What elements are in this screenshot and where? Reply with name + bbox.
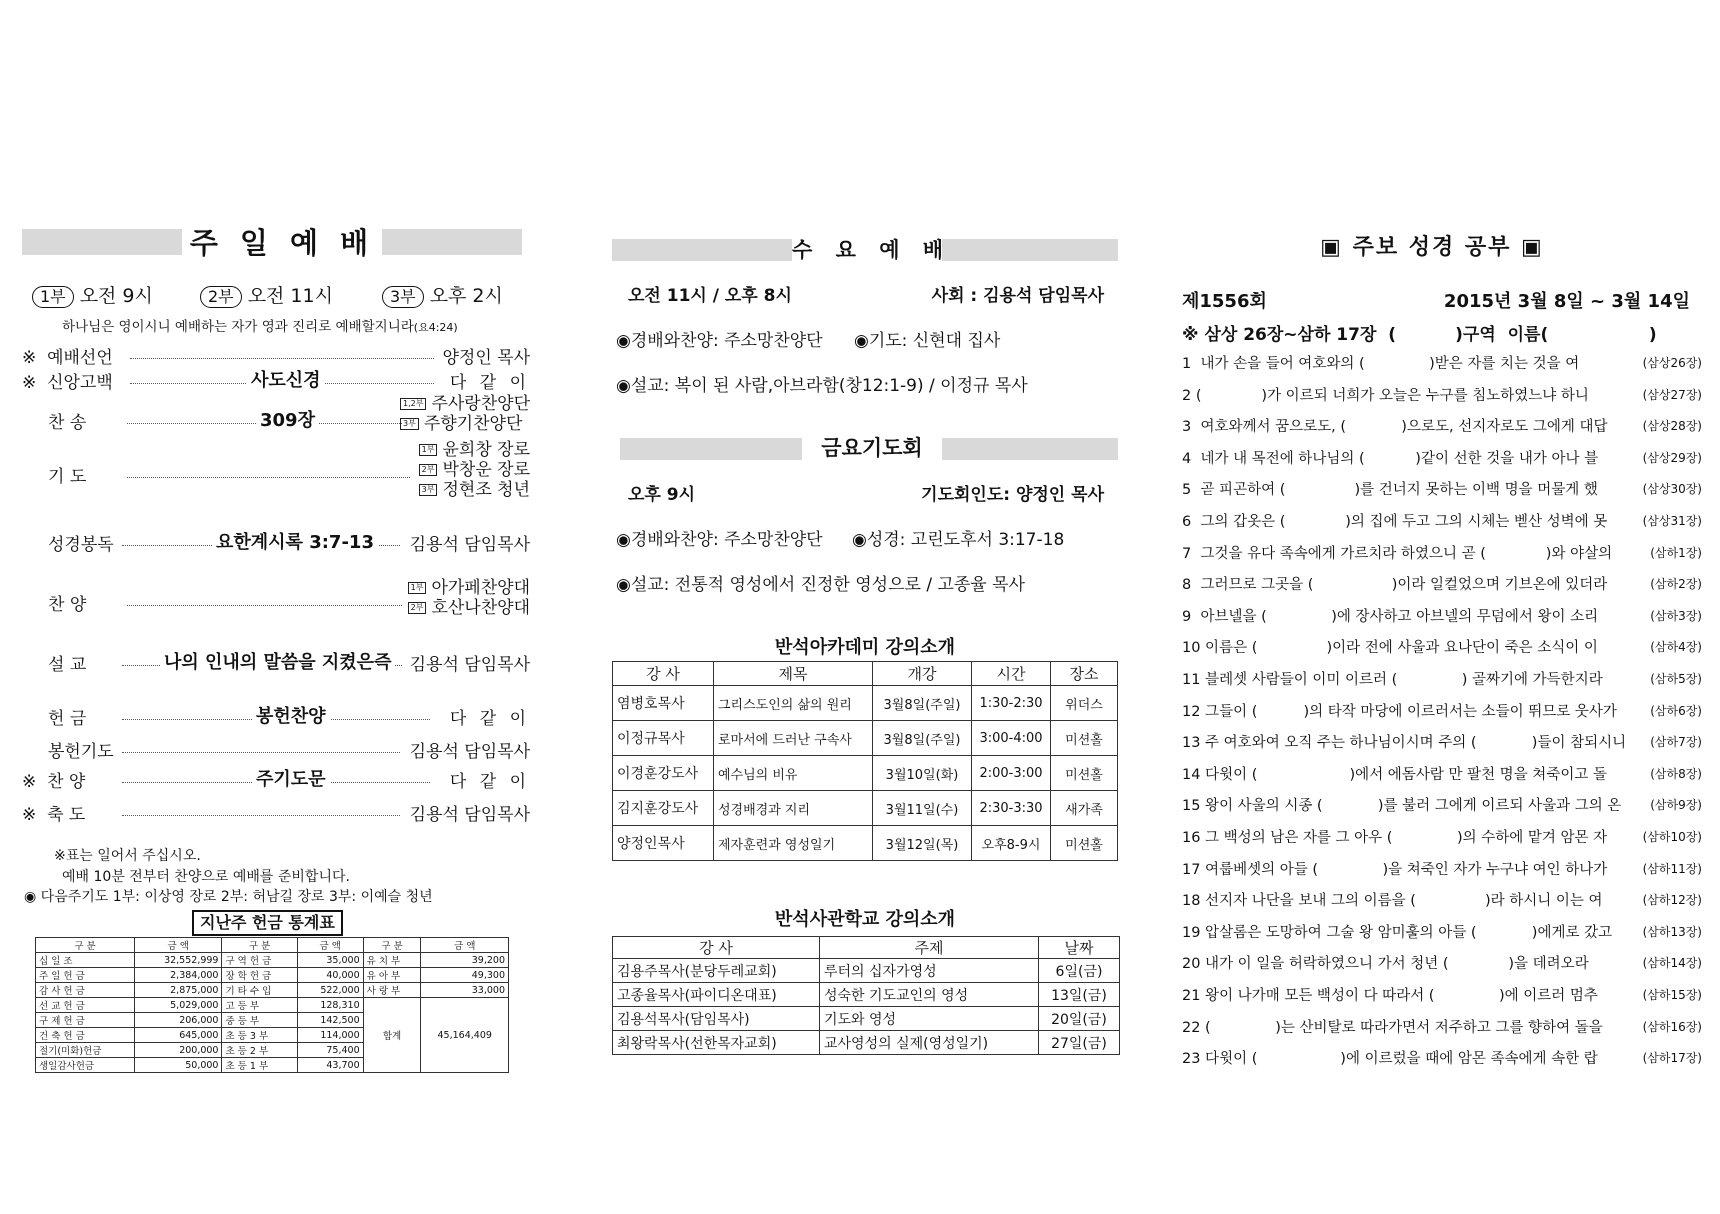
friday-sermon: ◉설교: 전통적 영성에서 진정한 영성으로 / 고종율 목사 [616, 575, 1025, 595]
question-text: 17 여룹베셋의 아들 ( )을 쳐죽인 자가 누구냐 여인 하나가 [1182, 861, 1608, 878]
friday-time: 오후 9시 [628, 485, 696, 505]
question-text: 21 왕이 나가매 모든 백성이 다 따라서 ( )에 이르러 멈추 [1182, 988, 1598, 1004]
order-row: 찬 양 [22, 590, 530, 618]
leader-dots [122, 752, 400, 753]
bible-range: ※ 삼상 26장~삼하 17장 ( )구역 이름( ) [1182, 325, 1657, 345]
question-item [1182, 636, 1702, 658]
question-ref: (삼하12장) [1642, 893, 1702, 908]
question-text: 10 이름은 ( )이라 전에 사울과 요나단이 죽은 소식이 이 [1182, 640, 1598, 657]
question-text: 18 선지자 나단을 보내 그의 이름을 ( )라 하시니 이는 여 [1182, 893, 1603, 910]
order-row: ※ 예배선언 양정인 목사 [22, 343, 530, 371]
note-standing: ※표는 일어서 주십시오. [54, 848, 201, 864]
question-ref: (삼하17장) [1642, 1051, 1702, 1066]
wednesday-title: 수 요 예 배 [792, 238, 952, 262]
wednesday-worship: ◉경배와찬양: 주소망찬양단 [616, 331, 823, 351]
offering-row: 주 일 헌 금 2,384,000 장 학 헌 금 40,000 유 아 부 49,300 [36, 968, 509, 983]
question-text: 13 주 여호와여 오직 주는 하나님이시며 주의 ( )들이 참되시니 [1182, 735, 1627, 752]
question-ref: (삼하4장) [1650, 640, 1702, 655]
question-text: 2 ( )가 이르되 너희가 오늘은 누구를 침노하였느냐 하니 [1182, 387, 1589, 404]
question-ref: (삼하11장) [1642, 861, 1702, 876]
question-text: 12 그들이 ( )의 타작 마당에 이르러서는 소들이 뛰므로 웃사가 [1182, 703, 1617, 720]
question-ref: (삼하3장) [1650, 608, 1702, 623]
note-prepare: 예배 10분 전부터 찬양으로 예배를 준비합니다. [62, 869, 350, 885]
question-text: 3 여호와께서 꿈으로도, ( )으로도, 선지자로도 그에게 대답 [1182, 419, 1608, 436]
question-item [1182, 700, 1702, 722]
question-text: 16 그 백성의 남은 자를 그 아우 ( )의 수하에 맡겨 암몬 자 [1182, 830, 1608, 846]
wednesday-sermon: ◉설교: 복이 된 사람,아브라함(창12:1-9) / 이정규 목사 [616, 376, 1028, 396]
question-ref: (삼하1장) [1650, 545, 1702, 560]
offering-row: 감 사 헌 금 2,875,000 기 타 수 입 522,000 사 랑 부 33,000 [36, 983, 509, 998]
order-label: ※ 찬 양 [22, 772, 86, 792]
question-ref: (삼하6장) [1650, 703, 1702, 718]
offering-total-label: 합계 [363, 998, 421, 1073]
leader-dots [130, 358, 434, 359]
question-item [1182, 952, 1702, 974]
question-ref: (삼상26장) [1642, 356, 1702, 370]
question-text: 20 내가 이 일을 허락하였으니 가서 청년 ( )을 데려오라 [1182, 956, 1589, 973]
bible-issue: 제1556회 [1182, 291, 1267, 312]
order-row: 성경봉독 요한계시록 3:7-13 김용석 담임목사 [22, 530, 530, 558]
question-text: 6 그의 갑옷은 ( )의 집에 두고 그의 시체는 벧산 성벽에 못 [1182, 514, 1608, 530]
service-time-3: 3부 오후 2시 [382, 281, 503, 308]
question-ref: (삼하8장) [1650, 766, 1702, 781]
question-text: 14 다윗이 ( )에서 에돔사람 만 팔천 명을 쳐죽이고 돌 [1182, 766, 1607, 783]
question-item [1182, 447, 1702, 469]
academy-row: 김지훈강도사 성경배경과 지리 3월11일(수) 2:30-3:30 새가족 [613, 791, 1118, 826]
order-label: ※ 신앙고백 [22, 373, 113, 393]
service-times [32, 281, 532, 307]
question-text: 19 압살롬은 도망하여 그술 왕 암미훌의 아들 ( )에게로 갔고 [1182, 924, 1613, 941]
question-text: 4 네가 내 목전에 하나님의 ( )같이 선한 것을 내가 아나 블 [1182, 450, 1599, 467]
order-row: 설 교 나의 인내의 말씀을 지켰은즉 김용석 담임목사 [22, 650, 530, 678]
question-ref: (삼상29장) [1642, 450, 1702, 465]
hymn-choirs: 1,2부 주사랑찬양단 3부 주향기찬양단 [400, 394, 530, 434]
wednesday-time: 오전 11시 / 오후 8시 [628, 286, 792, 306]
question-ref: (삼하10장) [1642, 830, 1702, 844]
question-text: 8 그러므로 그곳을 ( )이라 일컬었으며 기브온에 있더라 [1182, 577, 1608, 594]
question-text: 5 곧 피곤하여 ( )를 건너지 못하는 이백 명을 머물게 했 [1182, 482, 1598, 499]
question-text: 15 왕이 사울의 시종 ( )를 불러 그에게 이르되 사울과 그의 온 [1182, 798, 1622, 815]
friday-title: 금요기도회 [802, 434, 942, 462]
sunday-verse: 하나님은 영이시니 예배하는 자가 영과 진리로 예배할지니라(요4:24) [62, 319, 458, 335]
question-text: 9 아브넬을 ( )에 장사하고 아브넬의 무덤에서 왕이 소리 [1182, 608, 1599, 625]
friday-scripture: ◉성경: 고린도후서 3:17-18 [852, 530, 1065, 550]
question-item [1182, 1016, 1702, 1038]
question-item [1182, 352, 1702, 374]
question-item [1182, 605, 1702, 627]
offering-title: 지난주 헌금 통계표 [192, 910, 343, 936]
question-ref: (삼상30장) [1642, 482, 1702, 497]
academy-row: 이경훈강도사 예수님의 비유 3월10일(화) 2:00-3:00 미션홀 [613, 756, 1118, 791]
academy-title: 반석아카데미 강의소개 [774, 637, 956, 658]
question-text: 1 내가 손을 들어 여호와의 ( )받은 자를 치는 것을 여 [1182, 356, 1580, 372]
school-row: 고종율목사(파이디온대표) 성숙한 기도교인의 영성 13일(금) [613, 983, 1120, 1007]
question-text: 11 블레셋 사람들이 이미 이르러 ( ) 골짜기에 가득한지라 [1182, 672, 1603, 688]
question-item [1182, 415, 1702, 437]
question-item [1182, 889, 1702, 911]
sunday-title: 주 일 예 배 [182, 226, 382, 260]
question-ref: (삼하16장) [1642, 1019, 1702, 1034]
order-row: 찬 송 309장 [22, 408, 530, 436]
question-item [1182, 858, 1702, 880]
order-row: ※ 찬 양 주기도문 다 같 이 [22, 767, 530, 795]
offering-table [35, 937, 509, 1073]
question-item [1182, 984, 1702, 1006]
praise-choirs: 1부 아가페찬양대 2부 호산나찬양대 [408, 578, 530, 618]
question-text: 23 다윗이 ( )에 이르렀을 때에 암몬 족속에게 속한 랍 [1182, 1051, 1598, 1068]
question-item [1182, 668, 1702, 690]
order-row: 헌 금 봉헌찬양 다 같 이 [22, 704, 530, 732]
offering-row: 구 제 헌 금 206,000 중 등 부 142,500 [36, 1013, 509, 1028]
question-ref: (삼하14장) [1642, 956, 1702, 971]
service-time-2: 2부 오전 11시 [200, 281, 333, 308]
question-text: 7 그것을 유다 족속에게 가르치라 하였으니 곧 ( )와 야살의 [1182, 545, 1617, 562]
question-item [1182, 573, 1702, 595]
school-table [612, 936, 1120, 1055]
question-ref: (삼하13장) [1642, 924, 1702, 939]
bible-title: ▣ 주보 성경 공부 ▣ [1320, 235, 1544, 260]
question-ref: (삼하7장) [1650, 735, 1702, 750]
offering-total-value: 45,164,409 [421, 998, 509, 1073]
question-item [1182, 826, 1702, 848]
wednesday-host: 사회 : 김용석 담임목사 [931, 286, 1104, 306]
service-time-1: 1부 오전 9시 [32, 281, 153, 308]
school-header-row: 강 사 주제 날짜 [613, 937, 1120, 959]
note-next-prayer: ◉ 다음주기도 1부: 이상영 장로 2부: 허남길 장로 3부: 이예슬 청년 [24, 889, 433, 905]
friday-leader: 기도회인도: 양정인 목사 [921, 485, 1104, 505]
offering-row: 건 축 헌 금 645,000 초 등 3 부 114,000 [36, 1028, 509, 1043]
prayer-people: 1부 윤희창 장로 2부 박창운 장로 3부 정현조 청년 [419, 440, 530, 500]
question-ref: (삼하9장) [1650, 798, 1702, 813]
question-item [1182, 478, 1702, 500]
academy-header-row: 강 사 제목 개강 시간 장소 [613, 662, 1118, 686]
question-list [1182, 352, 1702, 1072]
question-ref: (삼상31장) [1642, 514, 1702, 528]
question-item [1182, 731, 1702, 753]
leader-dots [127, 605, 402, 606]
question-ref: (삼하15장) [1642, 988, 1702, 1002]
wednesday-prayer: ◉기도: 신현대 집사 [854, 331, 1001, 351]
order-row: 봉헌기도 김용석 담임목사 [48, 742, 530, 762]
offering-row: 생일감사헌금 50,000 초 등 1 부 43,700 [36, 1058, 509, 1073]
academy-row: 이정규목사 로마서에 드러난 구속사 3월8일(주일) 3:00-4:00 미션홀 [613, 721, 1118, 756]
offering-header-row: 구 분 금 액 구 분 금 액 구 분 금 액 [36, 938, 509, 953]
question-item [1182, 384, 1702, 406]
order-label: ※ 예배선언 [22, 348, 113, 368]
school-title: 반석사관학교 강의소개 [774, 909, 956, 930]
leader-dots [122, 815, 400, 816]
academy-row: 염병호목사 그리스도인의 삶의 원리 3월8일(주일) 1:30-2:30 위더스 [613, 686, 1118, 721]
leader-dots [127, 477, 410, 478]
academy-row: 양정인목사 제자훈련과 영성일기 3월12일(목) 오후8-9시 미션홀 [613, 826, 1118, 861]
offering-row: 십 일 조 32,552,999 구 역 헌 금 35,000 유 치 부 39,200 [36, 953, 509, 968]
order-label: ※ 축 도 [22, 805, 86, 825]
question-item [1182, 542, 1702, 564]
bible-date: 2015년 3월 8일 ~ 3월 14일 [1443, 291, 1690, 312]
school-row: 김용석목사(담임목사) 기도와 영성 20일(금) [613, 1007, 1120, 1031]
question-item [1182, 794, 1702, 816]
question-ref: (삼상28장) [1642, 419, 1702, 434]
offering-row: 절기(미화)헌금 200,000 초 등 2 부 75,400 [36, 1043, 509, 1058]
question-item [1182, 763, 1702, 785]
question-ref: (삼하2장) [1650, 577, 1702, 592]
school-row: 김용주목사(분당두레교회) 루터의 십자가영성 6일(금) [613, 959, 1120, 983]
friday-worship: ◉경배와찬양: 주소망찬양단 [616, 530, 823, 550]
question-ref: (삼하5장) [1650, 672, 1702, 686]
school-row: 최왕락목사(선한목자교회) 교사영성의 실제(영성일기) 27일(금) [613, 1031, 1120, 1055]
question-item [1182, 510, 1702, 532]
offering-row: 선 교 헌 금 5,029,000 고 등 부 128,310 합계 45,164,409 [36, 998, 509, 1013]
academy-table [612, 661, 1118, 861]
order-row: ※ 축 도 김용석 담임목사 [22, 800, 530, 828]
question-text: 22 ( )는 산비탈로 따라가면서 저주하고 그를 향하여 돌을 [1182, 1019, 1603, 1036]
question-item [1182, 1047, 1702, 1069]
order-row: 기 도 [22, 462, 530, 490]
order-row: ※ 신앙고백 사도신경 다 같 이 [22, 368, 530, 396]
question-ref: (삼상27장) [1642, 387, 1702, 402]
question-item [1182, 921, 1702, 943]
